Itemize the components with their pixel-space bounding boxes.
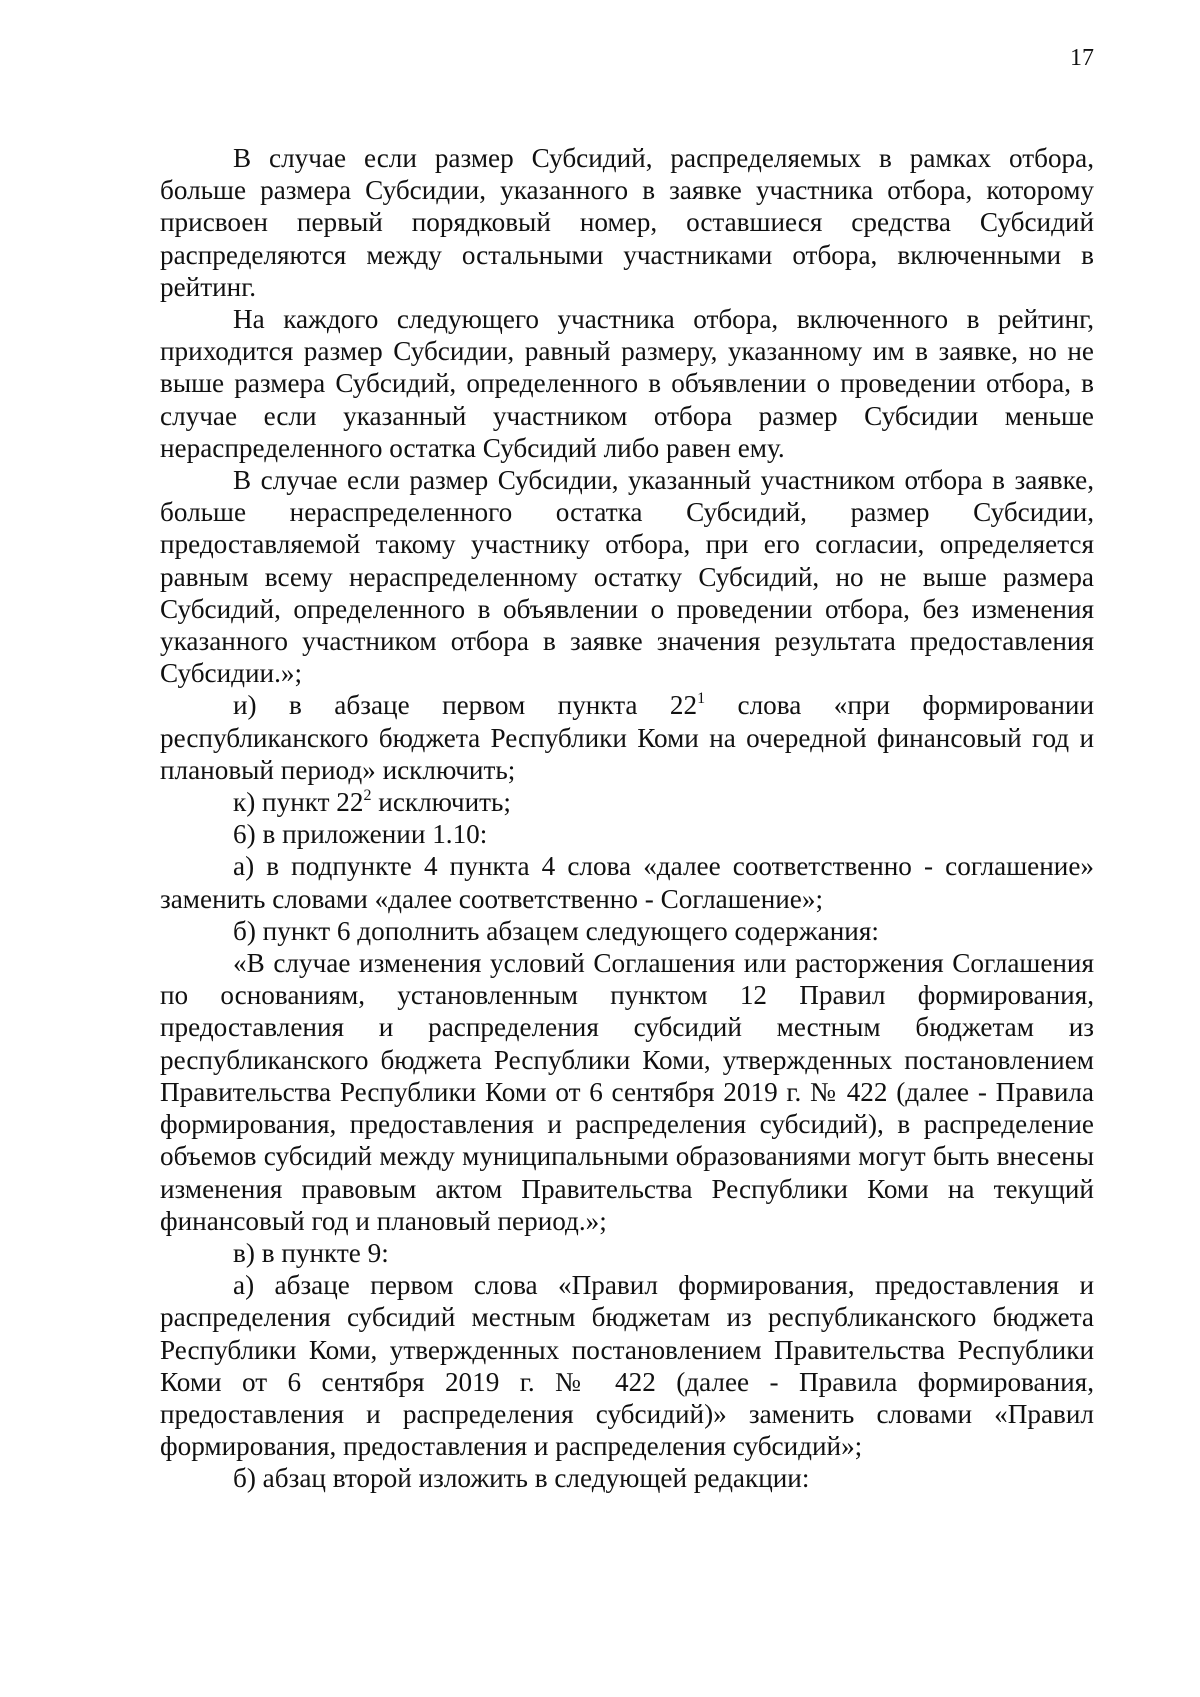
- superscript: 1: [697, 690, 706, 708]
- paragraph: а) абзаце первом слова «Правил формирования, предоставления и распределения субсидий местным бюджетам из республиканского бюджета Республики Коми, утвержденных постановлением Правительства Республики Коми от 6 сентября 2019 г. № 422 (далее - Правила формирования, предоставления и распределения субсидий)» заменить словами «Правил формирования, предоставления и распределения субсидий»;: [160, 1270, 1094, 1462]
- paragraph: [160, 689, 1094, 786]
- superscript: 2: [363, 787, 372, 805]
- paragraph: а) в подпункте 4 пункта 4 слова «далее соответственно - соглашение» заменить словами «далее соответственно - Соглашение»;: [160, 851, 1094, 914]
- paragraph: 6) в приложении 1.10:: [233, 819, 488, 850]
- paragraph: «В случае изменения условий Соглашения или расторжения Соглашения по основаниям, установленным пунктом 12 Правил формирования, предоставления и распределения субсидий местным бюджетам из республиканского бюджета Республики Коми, утвержденных постановлением Правительства Республики Коми от 6 сентября 2019 г. № 422 (далее - Правила формирования, предоставления и распределения субсидий), в распределение объемов субсидий между муниципальными образованиями могут быть внесены изменения правовым актом Правительства Республики Коми на текущий финансовый год и плановый период.»;: [160, 948, 1094, 1236]
- paragraph-text: слова «при формировании республиканского бюджета Республики Коми на очередной финансовый год и плановый период» исключить;: [160, 690, 1095, 785]
- paragraph: В случае если размер Субсидии, указанный участником отбора в заявке, больше нераспределенного остатка Субсидий, размер Субсидии, предоставляемой такому участнику отбора, при его согласии, определяется равным всему нераспределенному остатку Субсидий, но не выше размера Субсидий, определенного в объявлении о проведении отбора, без изменения указанного участником отбора в заявке значения результата предоставления Субсидии.»;: [160, 465, 1094, 689]
- paragraph: б) абзац второй изложить в следующей редакции:: [233, 1463, 810, 1494]
- paragraph: В случае если размер Субсидий, распределяемых в рамках отбора, больше размера Субсидии, указанного в заявке участника отбора, которому присвоен первый порядковый номер, оставшиеся средства Субсидий распределяются между остальными участниками отбора, включенными в рейтинг.: [160, 143, 1094, 302]
- paragraph: б) пункт 6 дополнить абзацем следующего содержания:: [233, 915, 879, 946]
- paragraph: в) в пункте 9:: [233, 1237, 389, 1268]
- document-body: [160, 142, 1094, 1495]
- paragraph-text: исключить;: [371, 787, 511, 818]
- paragraph: [160, 786, 1094, 818]
- paragraph: На каждого следующего участника отбора, включенного в рейтинг, приходится размер Субсидии, равный размеру, указанному им в заявке, но не выше размера Субсидий, определенного в объявлении о проведении отбора, в случае если указанный участником отбора размер Субсидии меньше нераспределенного остатка Субсидий либо равен ему.: [160, 304, 1094, 463]
- paragraph-text: и) в абзаце первом пункта 22: [233, 690, 698, 721]
- page-number: 17: [1070, 45, 1094, 71]
- paragraph-text: к) пункт 22: [233, 787, 364, 818]
